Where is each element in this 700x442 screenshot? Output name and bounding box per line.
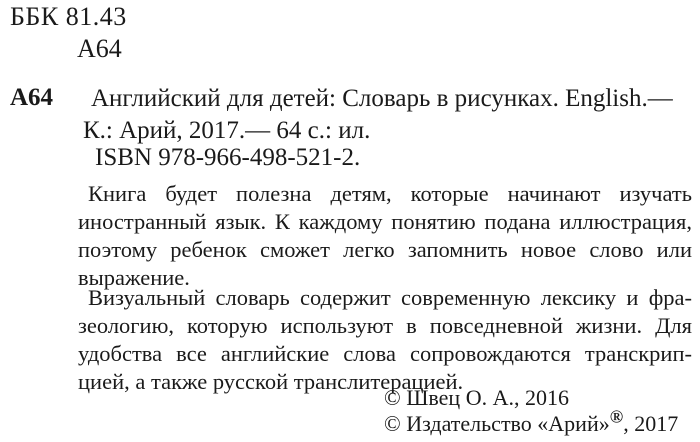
bibliographic-publisher-line: К.: Арий, 2017.— 64 с.: ил. [83, 117, 371, 144]
annotation-line: удобства все английские слова сопровождаются транскрип- [78, 341, 692, 366]
annotation-paragraph-2 [78, 284, 692, 396]
copyright-publisher-name: © Издательство «Арий» [384, 411, 610, 436]
author-sign: А64 [77, 34, 122, 63]
copyright-publisher [384, 406, 679, 438]
annotation-line: Визуальный словарь содержит современную лексику и фра- [88, 285, 692, 310]
annotation-line: зеологию, которую используют в повседневной жизни. Для [78, 313, 692, 338]
copyright-author: © Швец О. А., 2016 [384, 385, 569, 410]
author-sign-bold: А64 [10, 84, 54, 111]
annotation-line: иностранный язык. К каждому понятию подана иллюстрация, [78, 209, 692, 234]
bbk-code: ББК 81.43 [10, 2, 127, 31]
registered-trademark-icon: ® [609, 406, 624, 427]
isbn: ISBN 978-966-498-521-2. [95, 144, 361, 171]
annotation-line: Книга будет полезна детям, которые начинают изучать [88, 181, 692, 206]
bibliographic-entry [83, 83, 695, 147]
annotation-line: цией, а также русской транслитерацией. [78, 369, 464, 394]
annotation-paragraph-1 [78, 180, 692, 292]
copyright-publisher-year: , 2017 [623, 411, 679, 436]
bibliographic-title-line: Английский для детей: Словарь в рисунках. English.— [91, 85, 673, 112]
annotation-line: поэтому ребенок сможет легко запомнить новое слово или [78, 237, 692, 262]
annotation-line: выражение. [78, 265, 190, 290]
